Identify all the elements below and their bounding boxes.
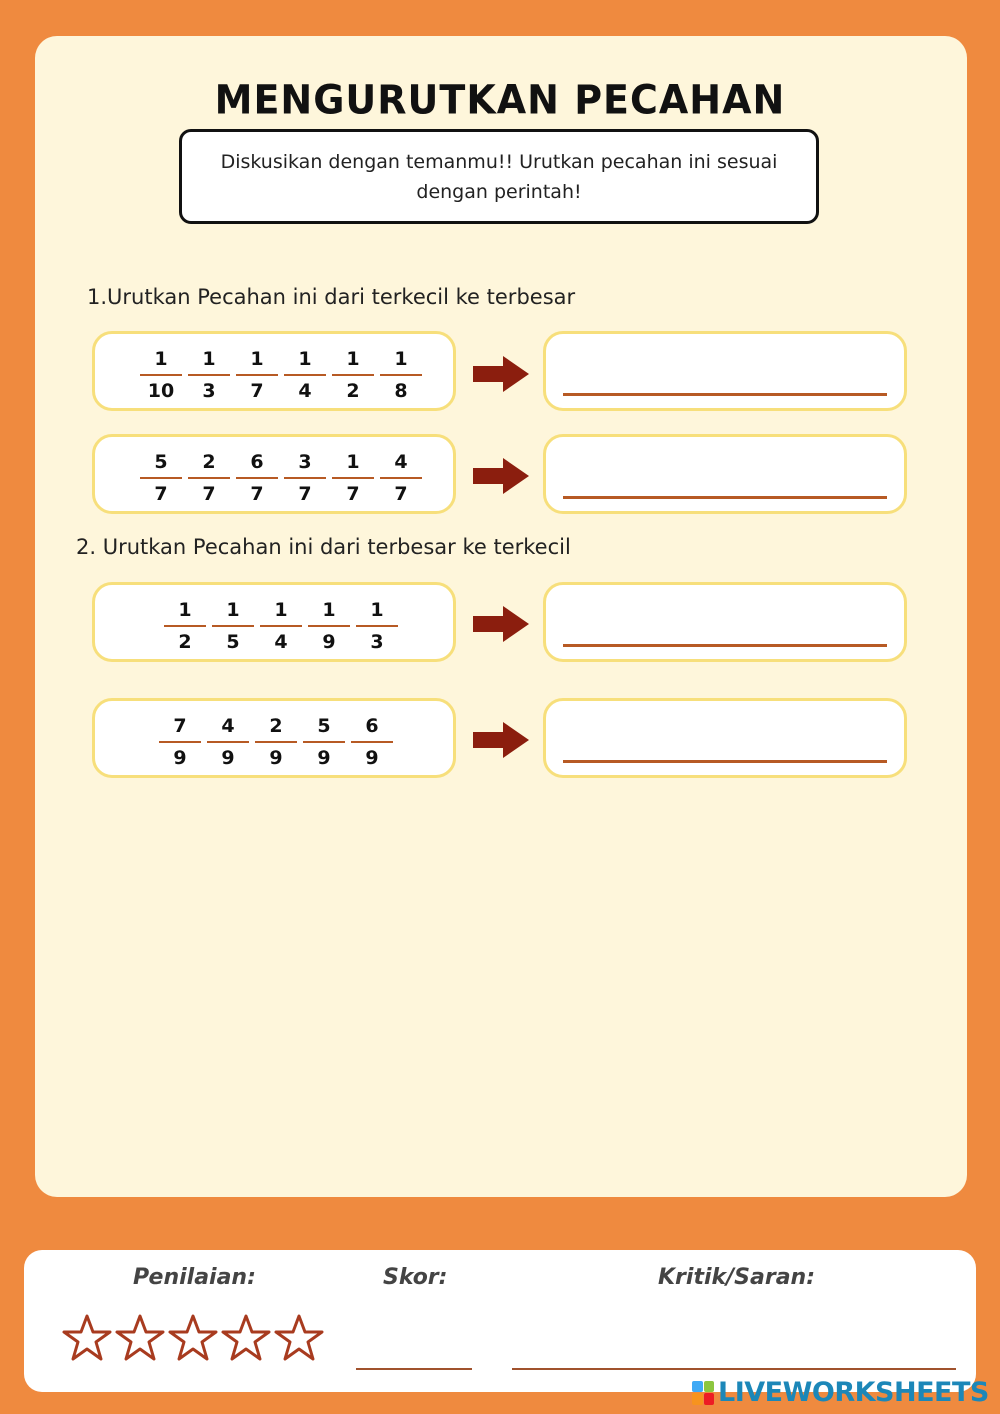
denominator: 7	[298, 483, 312, 505]
fraction-bar	[159, 741, 201, 743]
fraction-bar	[140, 374, 182, 376]
fraction	[329, 348, 377, 402]
denominator: 3	[202, 380, 216, 402]
page-title: MENGURUTKAN PECAHAN	[214, 76, 786, 124]
denominator: 10	[147, 380, 175, 402]
skor-line[interactable]	[356, 1368, 472, 1370]
fraction	[377, 348, 425, 402]
arrow-right-icon	[473, 458, 529, 494]
question-2-label: 2. Urutkan Pecahan ini dari terbesar ke terkecil	[76, 535, 571, 559]
numerator: 3	[298, 451, 312, 473]
denominator: 9	[221, 747, 235, 769]
numerator: 2	[202, 451, 216, 473]
fraction-bar	[351, 741, 393, 743]
instruction-box	[179, 129, 819, 224]
fraction	[348, 715, 396, 769]
star-icon[interactable]	[274, 1314, 324, 1362]
denominator: 7	[250, 380, 264, 402]
arrow-right-icon	[473, 722, 529, 758]
fraction-box-2b	[92, 698, 456, 778]
denominator: 8	[394, 380, 408, 402]
skor-label: Skor:	[383, 1265, 448, 1290]
numerator: 6	[365, 715, 379, 737]
fraction	[257, 599, 305, 653]
fraction	[281, 451, 329, 505]
star-icon[interactable]	[221, 1314, 271, 1362]
denominator: 4	[274, 631, 288, 653]
fraction-bar	[332, 374, 374, 376]
instruction-text: Diskusikan dengan temanmu!! Urutkan pecahan ini sesuai dengan perintah!	[220, 150, 778, 203]
fraction	[137, 451, 185, 505]
numerator: 1	[274, 599, 288, 621]
fraction	[185, 348, 233, 402]
fraction	[353, 599, 401, 653]
fraction-bar	[260, 625, 302, 627]
fraction	[204, 715, 252, 769]
answer-line	[563, 760, 887, 763]
fraction	[161, 599, 209, 653]
numerator: 1	[346, 348, 360, 370]
denominator: 9	[365, 747, 379, 769]
numerator: 1	[202, 348, 216, 370]
denominator: 3	[370, 631, 384, 653]
liveworksheets-logo	[692, 1377, 989, 1408]
fraction	[377, 451, 425, 505]
answer-box-1b[interactable]	[543, 434, 907, 514]
fraction-bar	[284, 374, 326, 376]
kritik-label: Kritik/Saran:	[658, 1265, 816, 1290]
fraction-bar	[236, 374, 278, 376]
fraction	[252, 715, 300, 769]
fraction-bar	[188, 374, 230, 376]
numerator: 1	[346, 451, 360, 473]
numerator: 2	[269, 715, 283, 737]
numerator: 5	[317, 715, 331, 737]
answer-line	[563, 644, 887, 647]
fraction-list	[137, 348, 425, 402]
fraction-bar	[380, 477, 422, 479]
fraction	[156, 715, 204, 769]
denominator: 9	[269, 747, 283, 769]
denominator: 7	[250, 483, 264, 505]
fraction-bar	[308, 625, 350, 627]
numerator: 1	[322, 599, 336, 621]
denominator: 4	[298, 380, 312, 402]
answer-box-2b[interactable]	[543, 698, 907, 778]
denominator: 7	[202, 483, 216, 505]
fraction-bar	[140, 477, 182, 479]
denominator: 7	[394, 483, 408, 505]
denominator: 7	[346, 483, 360, 505]
numerator: 1	[394, 348, 408, 370]
question-1-label: 1.Urutkan Pecahan ini dari terkecil ke terbesar	[87, 285, 576, 309]
answer-line	[563, 496, 887, 499]
fraction-bar	[284, 477, 326, 479]
fraction-box-2a	[92, 582, 456, 662]
fraction-bar	[255, 741, 297, 743]
numerator: 1	[298, 348, 312, 370]
penilaian-label: Penilaian:	[133, 1265, 256, 1290]
brand-text: LIVEWORKSHEETS	[718, 1377, 989, 1408]
numerator: 4	[394, 451, 408, 473]
fraction-bar	[188, 477, 230, 479]
fraction	[209, 599, 257, 653]
kritik-line[interactable]	[512, 1368, 956, 1370]
denominator: 7	[154, 483, 168, 505]
fraction-bar	[380, 374, 422, 376]
fraction-list	[161, 599, 401, 653]
fraction-bar	[236, 477, 278, 479]
answer-box-2a[interactable]	[543, 582, 907, 662]
numerator: 1	[154, 348, 168, 370]
fraction-box-1a	[92, 331, 456, 411]
fraction	[233, 348, 281, 402]
numerator: 5	[154, 451, 168, 473]
fraction-list	[156, 715, 396, 769]
denominator: 9	[322, 631, 336, 653]
fraction-bar	[207, 741, 249, 743]
fraction	[329, 451, 377, 505]
numerator: 7	[173, 715, 187, 737]
fraction	[305, 599, 353, 653]
answer-box-1a[interactable]	[543, 331, 907, 411]
fraction	[233, 451, 281, 505]
arrow-right-icon	[473, 356, 529, 392]
fraction	[185, 451, 233, 505]
fraction-bar	[356, 625, 398, 627]
answer-line	[563, 393, 887, 396]
denominator: 5	[226, 631, 240, 653]
denominator: 2	[346, 380, 360, 402]
rating-stars	[62, 1314, 324, 1362]
fraction-bar	[332, 477, 374, 479]
numerator: 1	[250, 348, 264, 370]
denominator: 9	[317, 747, 331, 769]
numerator: 1	[370, 599, 384, 621]
fraction-box-1b	[92, 434, 456, 514]
fraction-bar	[303, 741, 345, 743]
fraction-bar	[164, 625, 206, 627]
brand-icon	[692, 1381, 714, 1405]
numerator: 1	[178, 599, 192, 621]
star-icon[interactable]	[168, 1314, 218, 1362]
denominator: 9	[173, 747, 187, 769]
numerator: 1	[226, 599, 240, 621]
fraction	[137, 348, 185, 402]
fraction	[281, 348, 329, 402]
fraction-list	[137, 451, 425, 505]
fraction	[300, 715, 348, 769]
arrow-right-icon	[473, 606, 529, 642]
numerator: 4	[221, 715, 235, 737]
denominator: 2	[178, 631, 192, 653]
fraction-bar	[212, 625, 254, 627]
numerator: 6	[250, 451, 264, 473]
star-icon[interactable]	[62, 1314, 112, 1362]
star-icon[interactable]	[115, 1314, 165, 1362]
